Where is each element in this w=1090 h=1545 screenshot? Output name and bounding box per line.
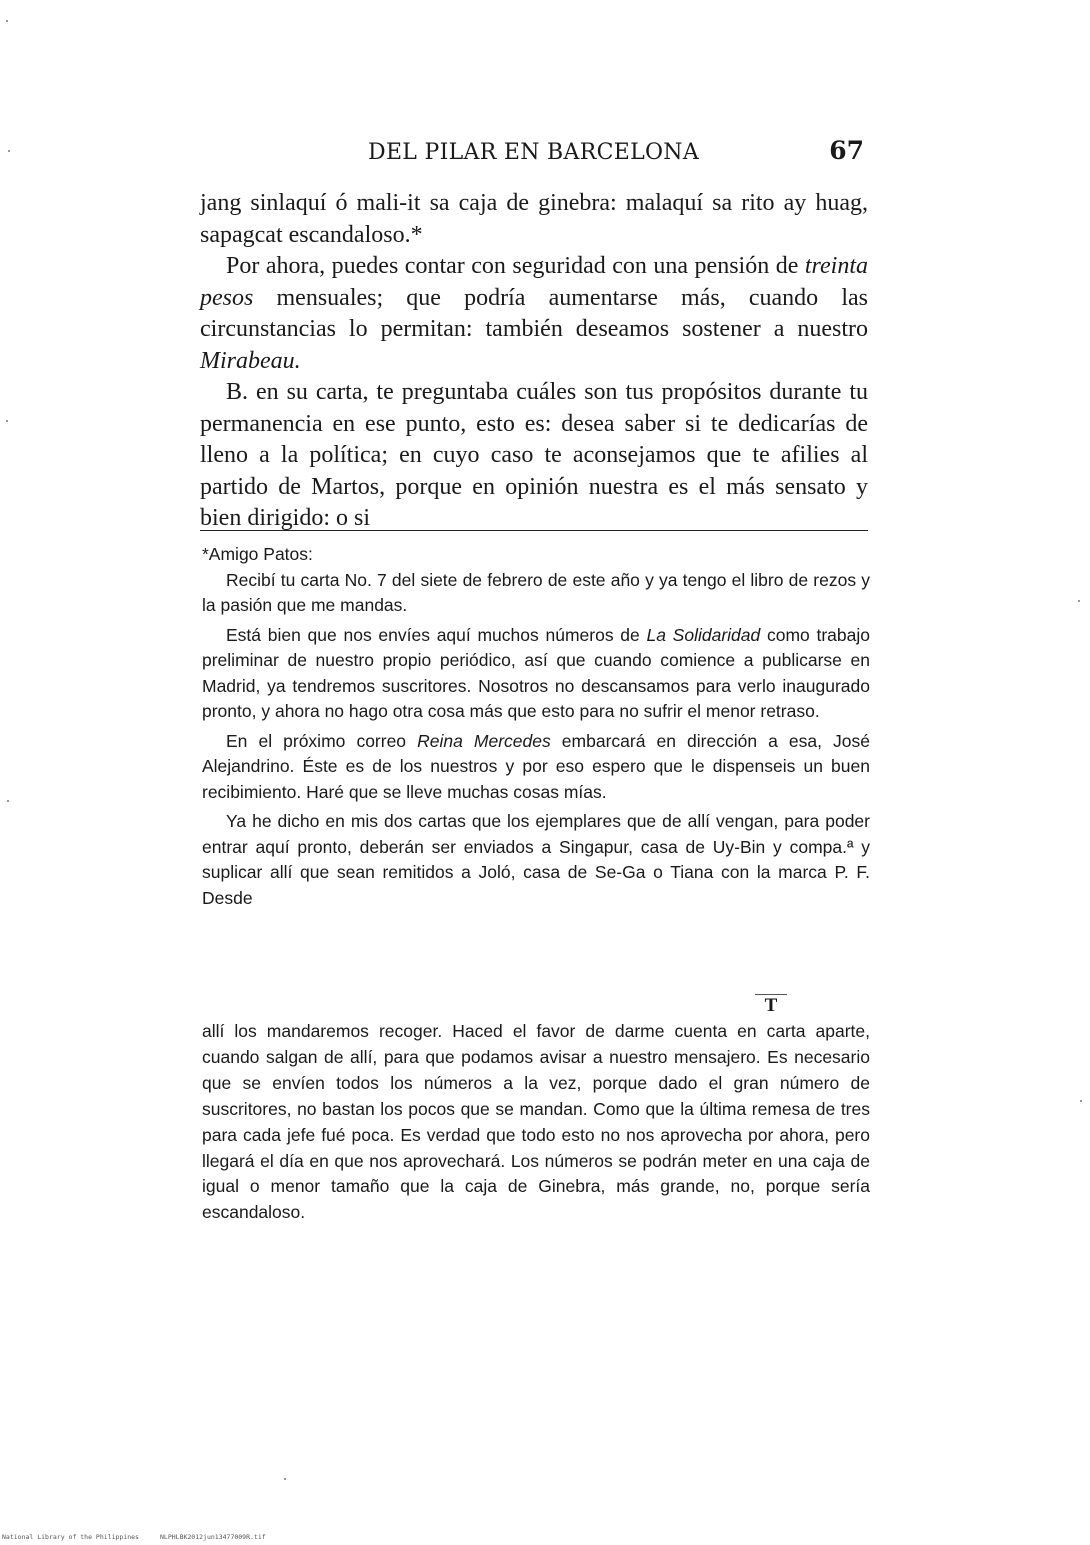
page-header	[200, 136, 868, 170]
scan-speck	[6, 20, 8, 22]
scan-speck	[1080, 1100, 1082, 1102]
footnote-paragraph-2: Está bien que nos envíes aquí muchos números de La Solidaridad como trabajo preliminar de nuestro propio periódico, así que cuando comience a publicarse en Madrid, ya tendremos suscritores. Nosotros no descansamos para verlo inaugurado pronto, y ahora no hago otra cosa más que esto para no sufrir el menor retraso.	[202, 624, 870, 721]
emphasis-reina-mercedes: Reina Mercedes	[417, 730, 551, 751]
main-paragraph-1: jang sinlaquí ó mali-it sa caja de ginebra: malaquí sa rito ay huag, sapagcat escandaloso.*	[200, 190, 868, 248]
footnote-paragraph-3: En el próximo correo Reina Mercedes embarcará en dirección a esa, José Alejandrino. Éste es de los nuestros y por eso espero que le dispenseis un buen recibimiento. Haré que se lleve muchas cosas mías.	[202, 730, 871, 802]
footnote-divider	[200, 530, 868, 531]
running-head: DEL PILAR EN BARCELONA	[368, 140, 700, 165]
footnote-block	[202, 542, 870, 911]
main-text-block	[200, 188, 868, 535]
emphasis-mirabeau: Mirabeau.	[200, 347, 301, 374]
scan-speck	[8, 150, 10, 152]
footnote-paragraph-1: Recibí tu carta No. 7 del siete de febrero de este año y ya tengo el libro de rezos y la pasión que me mandas.	[202, 569, 870, 615]
footnote-paragraph-5: allí los mandaremos recoger. Haced el favor de darme cuenta en carta aparte, cuando salgan de allí, para que podamos avisar a nuestro mensajero. Es necesario que se envíen todos los números a la vez, porque dado el gran número de suscritores, no bastan los pocos que se mandan. Como que la última remesa de tres para cada jefe fué poca. Es verdad que todo esto no nos aprovecha por ahora, pero llegará el día en que nos aprovechará. Los números se podrán meter en una caja de igual o menor tamaño que la caja de Ginebra, más grande, no, porque sería escandaloso.	[202, 1021, 870, 1223]
main-paragraph-2: Por ahora, puedes contar con seguridad con una pensión de treinta pesos mensuales; que podría aumentarse más, cuando las circunstancias lo permitan: también deseamos sostener a nuestro Mirabeau.	[200, 253, 868, 374]
scan-speck	[7, 800, 9, 802]
scan-speck	[284, 1478, 286, 1480]
emphasis-treinta-pesos: treinta pesos	[200, 253, 868, 311]
footnote-paragraph-4: Ya he dicho en mis dos cartas que los ejemplares que de allí vengan, para poder entrar aquí pronto, deberán ser enviados a Singapur, casa de Uy-Bin y compa.ª y suplicar allí que sean remitidos a Joló, casa de Se-Ga o Tiana con la marca P. F. Desde	[202, 811, 870, 908]
scan-speck	[6, 420, 8, 422]
footnote-continuation	[202, 1019, 870, 1226]
scan-speck	[1078, 600, 1080, 602]
scan-filename: NLPHLBK2012jun13477009R.tif	[160, 1533, 266, 1541]
page-number: 67	[829, 136, 864, 165]
signature-mark: T	[755, 994, 787, 1017]
main-paragraph-3: B. en su carta, te preguntaba cuáles son tus propósitos durante tu permanencia en ese punto, esto es: desea saber si te dedicarías de lleno a la política; en cuyo caso te aconsejamos que te afilies al partido de Martos, porque en opinión nuestra es el más sensato y bien dirigido: o si	[200, 379, 868, 531]
footnote-salutation: *Amigo Patos:	[202, 544, 313, 564]
library-stamp: National Library of the Philippines	[2, 1533, 139, 1541]
emphasis-la-solidaridad: La Solidaridad	[646, 624, 761, 645]
